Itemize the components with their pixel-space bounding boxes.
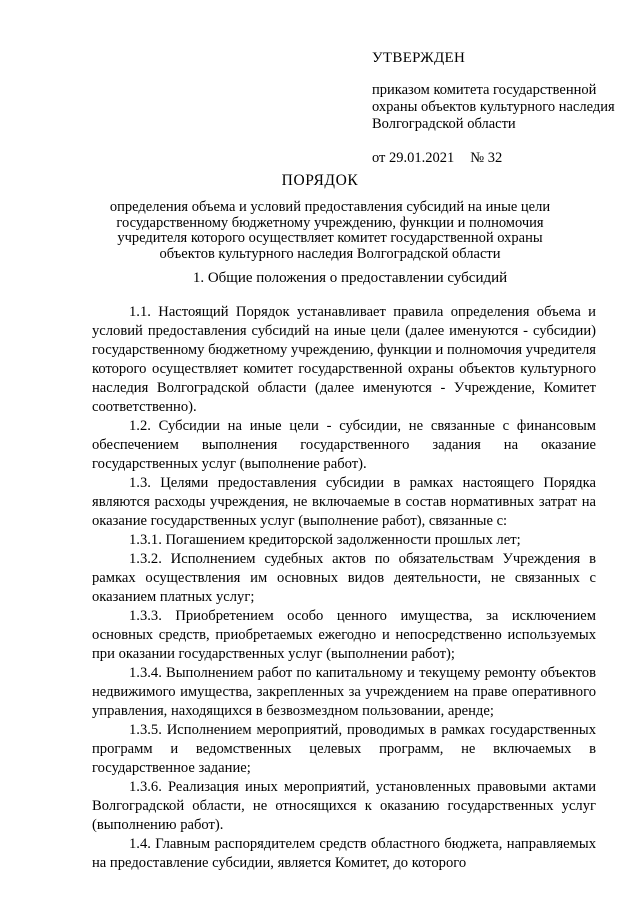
approval-number: № 32 [470,150,503,166]
document-title: ПОРЯДОК [281,172,359,189]
paragraph-1-2: 1.2. Субсидии на иные цели - субсидии, не связанные с финансовым обеспечением выполнения государственного задания на оказание государственных услуг (выполнение работ). [92,418,596,472]
approval-date-line [372,150,634,167]
document-subtitle: определения объема и условий предоставления субсидий на иные цели государственному бюджетному учреждению, функции и полномочия учредителя которого осуществляет комитет государственной охраны объектов культурного наследия Волгоградской области [109,199,551,262]
paragraph-1-3-2: 1.3.2. Исполнением судебных актов по обязательствам Учреждения в рамках осуществления им основных видов деятельности, не связанных с оказанием платных услуг; [92,551,596,605]
document-body [92,303,596,873]
paragraph-1-3-5: 1.3.5. Исполнением мероприятий, проводимых в рамках государственных программ и ведомственных целевых программ, не включаемых в государственное задание; [92,722,596,776]
paragraph-1-3-1: 1.3.1. Погашением кредиторской задолженности прошлых лет; [129,532,521,548]
paragraph-1-3-6: 1.3.6. Реализация иных мероприятий, установленных правовыми актами Волгоградской области, не относящихся к оказанию государственных услуг (выполнению работ). [92,779,596,833]
section-title: 1. Общие положения о предоставлении субсидий [192,270,508,286]
paragraph-1-3-4: 1.3.4. Выполнением работ по капитальному и текущему ремонту объектов недвижимого имущества, закрепленных за учреждением на праве оперативного управления, находящихся в безвозмездном пользовании, аренде; [92,665,596,719]
approval-block [372,50,634,167]
approval-date: от 29.01.2021 [372,150,455,166]
paragraph-1-3-3: 1.3.3. Приобретением особо ценного имущества, за исключением основных средств, приобретаемых ежегодно и непосредственно используемых при оказании государственных услуг (выполнении работ); [92,608,596,662]
approval-order-text: приказом комитета государственной охраны объектов культурного наследия Волгоградской области [372,82,615,132]
paragraph-1-3: 1.3. Целями предоставления субсидии в рамках настоящего Порядка являются расходы учреждения, не включаемые в состав нормативных затрат на оказание государственных услуг (выполнение работ), связанные с: [92,475,596,529]
approval-heading: УТВЕРЖДЕН [372,50,466,66]
paragraph-1-1: 1.1. Настоящий Порядок устанавливает правила определения объема и условий предоставления субсидий на иные цели (далее именуются - субсидии) государственному бюджетному учреждению, функции и полномочия учредителя которого осуществляет комитет государственной охраны объектов культурного наследия Волгоградской области (далее именуются - Учреждение, Комитет соответственно). [92,304,596,415]
paragraph-1-4: 1.4. Главным распорядителем средств областного бюджета, направляемых на предоставление субсидии, является Комитет, до которого [92,836,596,871]
